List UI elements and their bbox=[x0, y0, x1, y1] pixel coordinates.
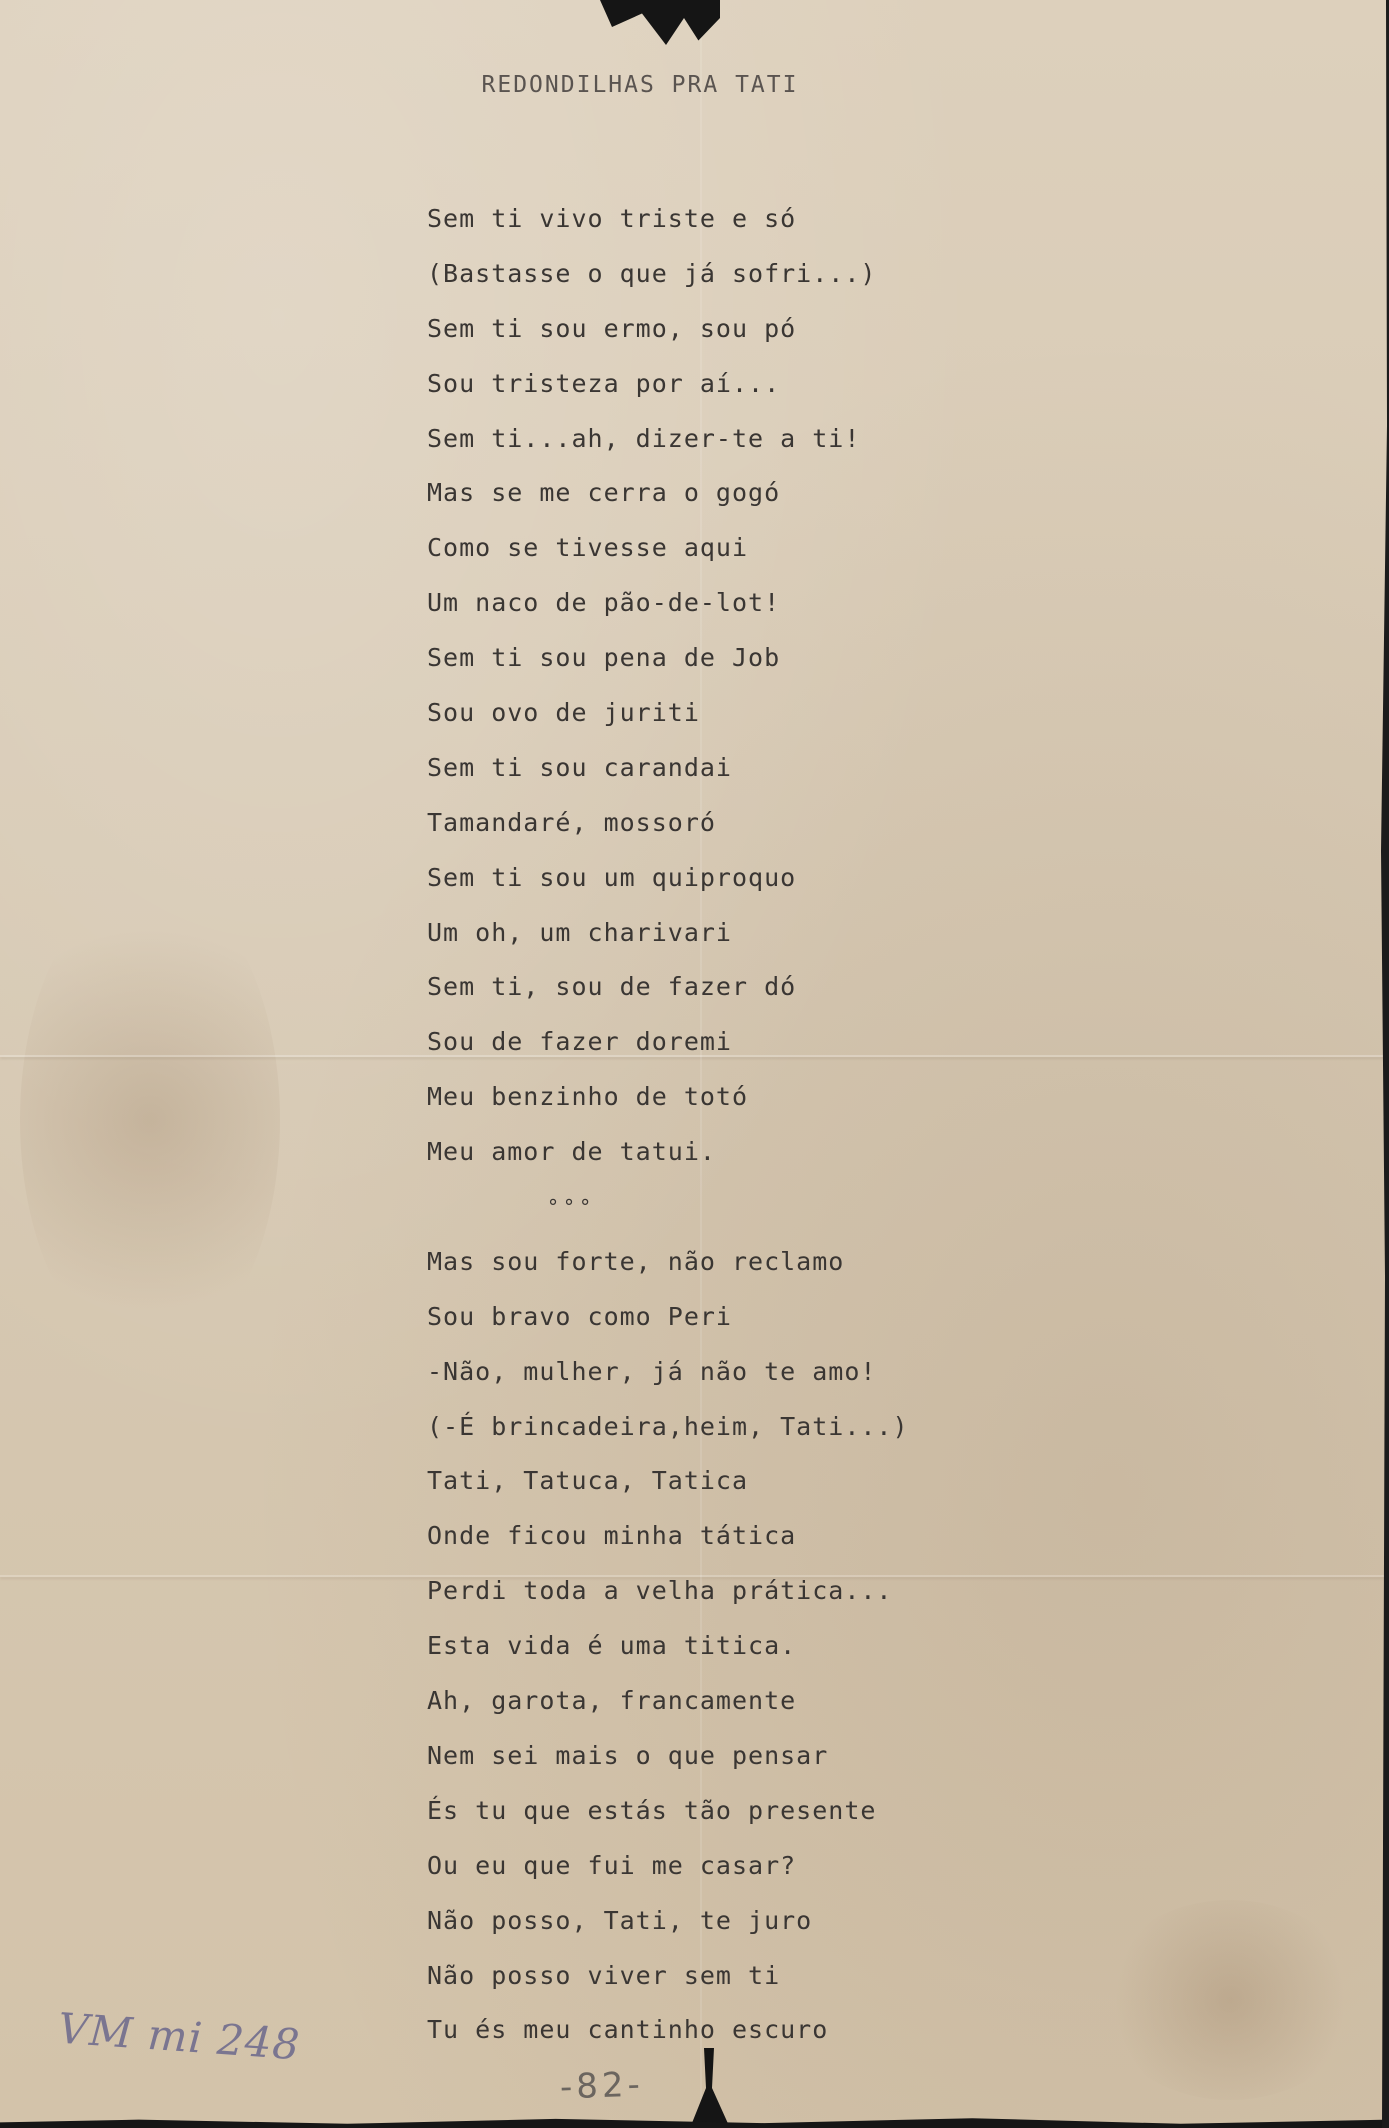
poem-line: Sou tristeza por aí... bbox=[427, 368, 781, 398]
poem-line: És tu que estás tão presente bbox=[427, 1795, 877, 1825]
poem-line: Esta vida é uma titica. bbox=[427, 1631, 797, 1661]
poem-line: Tati, Tatuca, Tatica bbox=[427, 1466, 749, 1496]
poem-line: Não posso, Tati, te juro bbox=[427, 1905, 813, 1935]
poem-line: Sou bravo como Peri bbox=[427, 1301, 732, 1331]
poem-line: Ou eu que fui me casar? bbox=[427, 1850, 797, 1880]
poem-line: Mas sou forte, não reclamo bbox=[427, 1246, 845, 1276]
torn-edge bbox=[600, 0, 720, 45]
poem-line: Sou de fazer doremi bbox=[427, 1027, 732, 1057]
poem-line: Perdi toda a velha prática... bbox=[427, 1576, 893, 1606]
poem-line: Nem sei mais o que pensar bbox=[427, 1740, 829, 1770]
poem-line: (-É brincadeira,heim, Tati...) bbox=[427, 1411, 909, 1441]
poem-line: Tu és meu cantinho escuro bbox=[427, 2015, 829, 2045]
poem-line: Mas se me cerra o gogó bbox=[427, 478, 781, 508]
poem-line: (Bastasse o que já sofri...) bbox=[427, 258, 877, 288]
stain bbox=[1100, 1900, 1360, 2100]
poem-line: Um oh, um charivari bbox=[427, 917, 732, 947]
page-number: -82- bbox=[559, 2064, 645, 2108]
stain bbox=[20, 880, 280, 1360]
poem-line: Sem ti...ah, dizer-te a ti! bbox=[427, 423, 861, 453]
torn-edge bbox=[1379, 0, 1389, 2128]
poem-title: REDONDILHAS PRA TATI bbox=[481, 72, 799, 98]
poem-line: Tamandaré, mossoró bbox=[427, 807, 716, 837]
poem-line: Sou ovo de juriti bbox=[427, 698, 700, 728]
poem-line: Não posso viver sem ti bbox=[427, 1960, 781, 1990]
poem-line: Sem ti sou um quiproquo bbox=[427, 862, 797, 892]
poem-line: Meu benzinho de totó bbox=[427, 1082, 749, 1112]
poem-line: Como se tivesse aqui bbox=[427, 533, 749, 563]
poem-line: -Não, mulher, já não te amo! bbox=[427, 1356, 877, 1386]
poem-line: Sem ti sou ermo, sou pó bbox=[427, 313, 797, 343]
poem-line: Sem ti sou pena de Job bbox=[427, 643, 781, 673]
poem-line: Ah, garota, francamente bbox=[427, 1686, 797, 1716]
poem-line: Onde ficou minha tática bbox=[427, 1521, 797, 1551]
poem-line: Sem ti vivo triste e só bbox=[427, 204, 797, 233]
handwritten-note: VM mi 248 bbox=[56, 2003, 302, 2070]
poem-line: Meu amor de tatui. bbox=[427, 1137, 716, 1167]
poem-line: Sem ti, sou de fazer dó bbox=[427, 972, 797, 1002]
poem-line: °°° bbox=[547, 1195, 596, 1220]
poem-line: Um naco de pão-de-lot! bbox=[427, 588, 781, 618]
poem-body bbox=[427, 202, 1127, 2068]
poem-line: Sem ti sou carandai bbox=[427, 752, 732, 782]
